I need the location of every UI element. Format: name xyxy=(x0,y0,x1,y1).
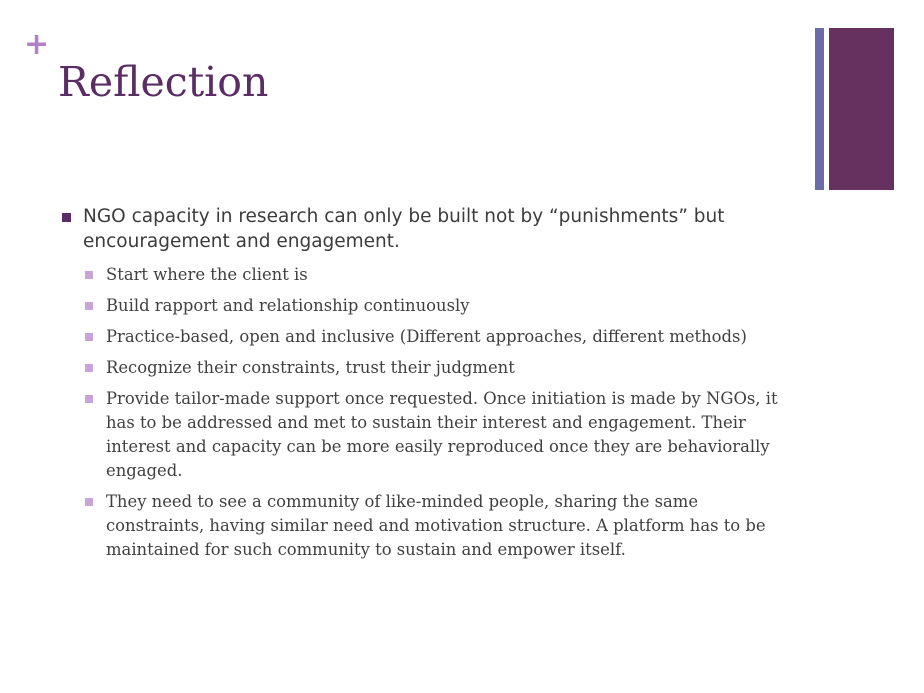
decorative-bar-thick xyxy=(829,28,894,190)
square-bullet-icon xyxy=(85,302,93,310)
sub-bullet-item xyxy=(84,294,784,318)
sub-bullet-text: Provide tailor-made support once requested. Once initiation is made by NGOs, it has to be addressed and met to sustain their interest and engagement. Their interest and capacity can be more easily reproduced once they are behaviorally engaged. xyxy=(106,389,778,480)
sub-bullet-text: Build rapport and relationship continuously xyxy=(106,296,470,315)
sub-bullet-list xyxy=(84,263,784,562)
decorative-bar-thin xyxy=(815,28,824,190)
sub-bullet-item xyxy=(84,325,784,349)
sub-bullet-text: Recognize their constraints, trust their judgment xyxy=(106,358,515,377)
main-bullet-text: NGO capacity in research can only be built not by “punishments” but encouragement and engagement. xyxy=(83,206,725,252)
sub-bullet-text: Practice-based, open and inclusive (Different approaches, different methods) xyxy=(106,327,747,346)
square-bullet-icon xyxy=(85,395,93,403)
sub-bullet-item xyxy=(84,356,784,380)
sub-bullet-item xyxy=(84,263,784,287)
sub-bullet-text: Start where the client is xyxy=(106,265,308,284)
square-bullet-icon xyxy=(62,213,71,222)
main-bullet-item xyxy=(62,204,822,254)
sub-bullet-item xyxy=(84,387,784,483)
sub-bullet-text: They need to see a community of like-minded people, sharing the same constraints, having similar need and motivation structure. A platform has to be maintained for such community to sustain and empower itself. xyxy=(106,492,766,559)
square-bullet-icon xyxy=(85,364,93,372)
square-bullet-icon xyxy=(85,271,93,279)
slide-title: Reflection xyxy=(58,58,269,106)
sub-bullet-item xyxy=(84,490,784,562)
slide-body xyxy=(62,204,822,569)
square-bullet-icon xyxy=(85,333,93,341)
square-bullet-icon xyxy=(85,498,93,506)
plus-icon: + xyxy=(24,27,50,62)
